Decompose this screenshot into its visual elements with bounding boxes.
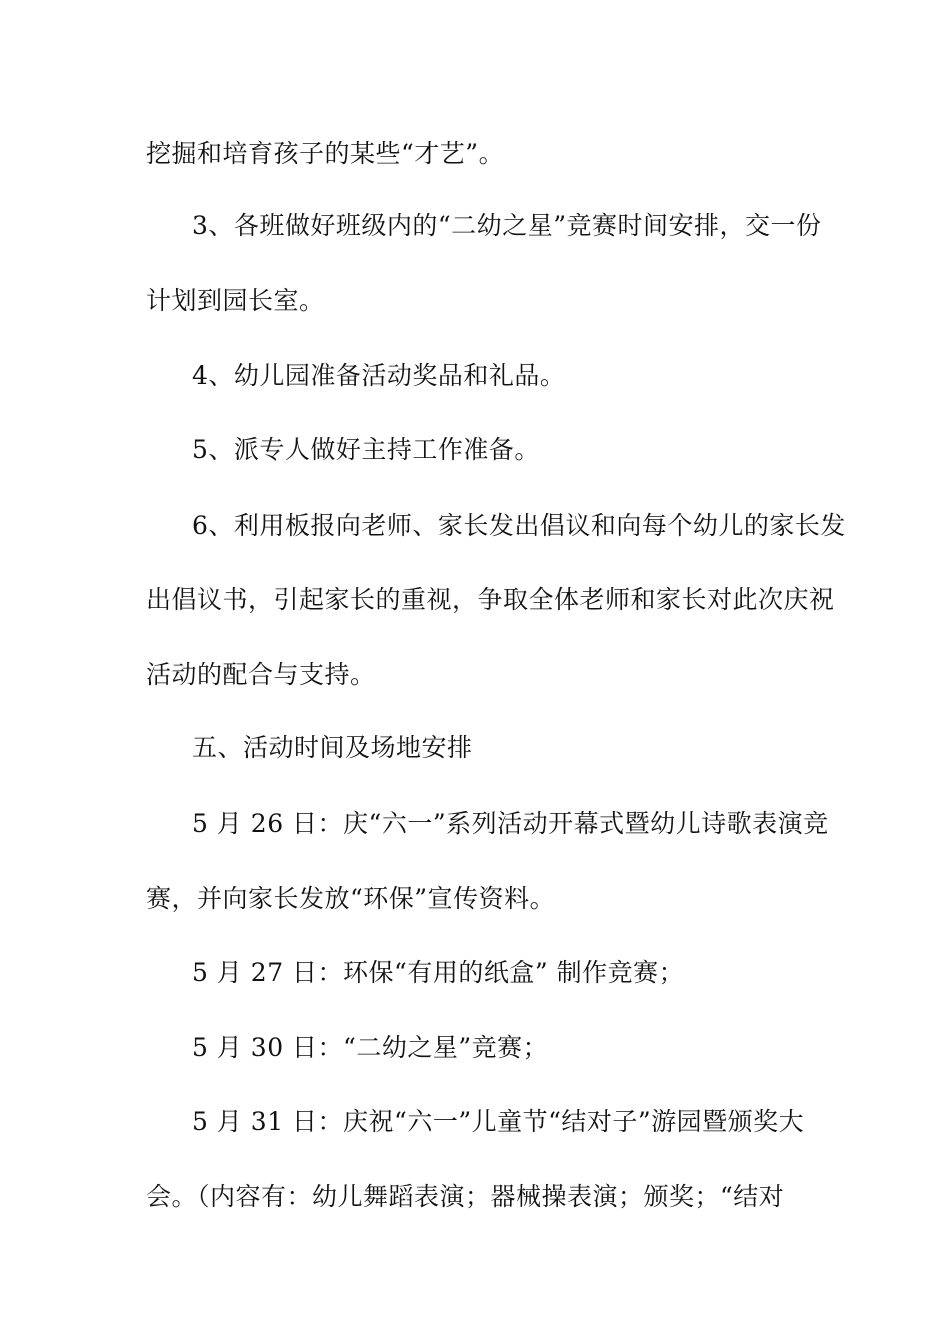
paragraph-line: 挖掘和培育孩子的某些“才艺”。 (146, 139, 505, 168)
paragraph-line: 5 月 27 日：环保“有用的纸盒” 制作竞赛； (192, 958, 685, 987)
section-heading: 五、活动时间及场地安排 (192, 733, 473, 762)
paragraph-line: 5、派专人做好主持工作准备。 (192, 435, 540, 464)
paragraph-line: 计划到园长室。 (146, 286, 325, 315)
paragraph-line: 活动的配合与支持。 (146, 660, 376, 689)
paragraph-line: 出倡议书，引起家长的重视，争取全体老师和家长对此次庆祝 (146, 585, 835, 614)
paragraph-line: 5 月 30 日：“二幼之星”竞赛； (192, 1033, 549, 1062)
paragraph-line: 3、各班做好班级内的“二幼之星”竞赛时间安排，交一份 (192, 211, 822, 240)
paragraph-line: 5 月 26 日：庆“六一”系列活动开幕式暨幼儿诗歌表演竞 (192, 809, 829, 838)
paragraph-line: 赛，并向家长发放“环保”宣传资料。 (146, 884, 556, 913)
paragraph-line: 4、幼儿园准备活动奖品和礼品。 (192, 361, 566, 390)
paragraph-line: 6、利用板报向老师、家长发出倡议和向每个幼儿的家长发 (192, 511, 846, 540)
paragraph-line: 5 月 31 日：庆祝“六一”儿童节“结对子”游园暨颁奖大 (192, 1107, 805, 1136)
paragraph-line: 会。（内容有：幼儿舞蹈表演；器械操表演；颁奖；“结对 (146, 1182, 785, 1211)
